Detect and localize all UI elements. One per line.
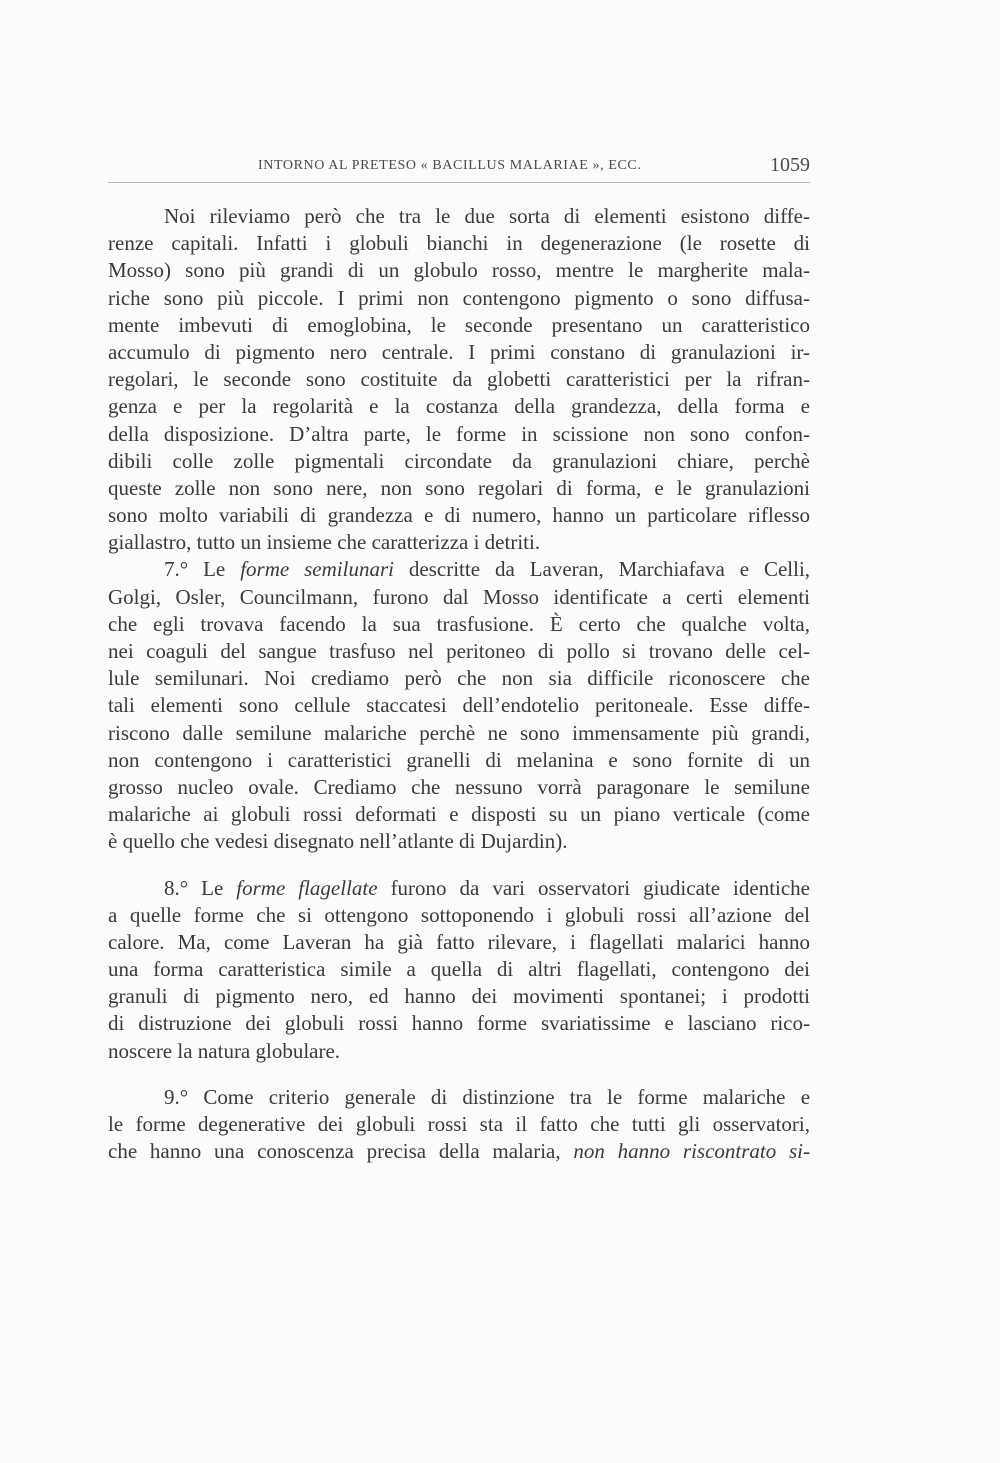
line-rest: furono da vari osservatori giudicate identiche (390, 875, 811, 900)
paragraph-8-flagellate-forms (108, 875, 810, 1065)
text-line: queste zolle non sono nere, non sono regolari di forma, e le granulazioni (108, 475, 810, 500)
text-line: non contengono i caratteristici granelli di melanina e sono fornite di un (108, 747, 810, 772)
text-line (108, 1138, 810, 1165)
word: Le (203, 557, 226, 582)
text-line: della disposizione. D’altra parte, le forme in scissione non sono confon- (108, 421, 810, 446)
paragraph-7-semilunar-forms (108, 556, 810, 855)
text-line: una forma caratteristica simile a quella di altri flagellati, contengono dei (108, 957, 810, 982)
word: Le (201, 875, 224, 900)
line-rest: descritte da Laveran, Marchiafava e Celli, (408, 557, 811, 582)
text-line: regolari, le seconde sono costituite da globetti caratteristici per la rifran- (108, 367, 810, 392)
text-line: a quelle forme che si ottengono sottoponendo i globuli rossi all’azione del (108, 902, 810, 927)
running-head (108, 150, 810, 183)
text-line: tali elementi sono cellule staccatesi dell’endotelio peritoneale. Esse diffe- (108, 693, 810, 718)
text-line (108, 1084, 810, 1111)
text-line: granuli di pigmento nero, ed hanno dei movimenti spontanei; i prodotti (108, 984, 810, 1009)
paragraph-gap (108, 856, 810, 875)
line-rest: Come criterio generale di distinzione tra le forme malariche e (203, 1084, 811, 1109)
text-line: grosso nucleo ovale. Crediamo che nessuno vorrà paragonare le semilune (108, 774, 810, 799)
text-line: riche sono più piccole. I primi non contengono pigmento o sono diffusa- (108, 285, 810, 310)
paragraph-9-criterion (108, 1084, 810, 1166)
text-line: di distruzione dei globuli rossi hanno forme svariatissime e lasciano rico- (108, 1011, 810, 1036)
line-plain: che hanno una conoscenza precisa della malaria, (108, 1139, 561, 1164)
text-line: le forme degenerative dei globuli rossi sta il fatto che tutti gli osservatori, (108, 1112, 810, 1136)
text-line: che egli trovava facendo la sua trasfusione. È certo che qualche volta, (108, 611, 810, 636)
text-line (108, 875, 810, 902)
paragraph-number: 8.° (164, 875, 189, 900)
text-line: lule semilunari. Noi crediamo però che non sia difficile riconoscere che (108, 666, 810, 691)
text-line: nei coaguli del sangue trasfuso nel peritoneo di pollo si trovano delle cel- (108, 639, 810, 663)
paragraph-number: 7.° (164, 557, 189, 582)
text-line: sono molto variabili di grandezza e di numero, hanno un particolare riflesso (108, 503, 810, 528)
text-line: è quello che vedesi disegnato nell’atlante di Dujardin). (108, 829, 568, 854)
text-line: genza e per la regolarità e la costanza della grandezza, della forma e (108, 394, 810, 419)
text-line: giallastro, tutto un insieme che caratterizza i detriti. (108, 530, 541, 555)
italic-term: forme flagellate (236, 875, 378, 900)
text-line: calore. Ma, come Laveran ha già fatto rilevare, i flagellati malarici hanno (108, 929, 810, 954)
page-number: 1059 (770, 154, 810, 176)
italic-phrase: non hanno riscontrato si- (573, 1139, 810, 1164)
paragraph-number: 9.° (164, 1084, 189, 1109)
text-line: noscere la natura globulare. (108, 1038, 341, 1063)
text-line: dibili colle zolle pigmentali circondate da granulazioni chiare, perchè (108, 448, 810, 473)
book-page (108, 150, 810, 1165)
running-title: INTORNO AL PRETESO « BACILLUS MALARIAE », ECC. (258, 158, 642, 173)
text-line: Golgi, Osler, Councilmann, furono dal Mosso identificate a certi elementi (108, 584, 810, 609)
text-line: Noi rileviamo però che tra le due sorta di elementi esistono diffe- (164, 204, 810, 228)
text-line (108, 556, 810, 583)
body-text (108, 203, 810, 1165)
paragraph-differences (108, 203, 810, 556)
text-line: riscono dalle semilune malariche perchè ne sono immensamente più grandi, (108, 720, 810, 745)
text-line: malariche ai globuli rossi deformati e disposti su un piano verticale (come (108, 802, 810, 827)
paragraph-gap (108, 1065, 810, 1084)
text-line: accumulo di pigmento nero centrale. I primi constano di granulazioni ir- (108, 339, 810, 364)
text-line: Mosso) sono più grandi di un globulo rosso, mentre le margherite mala- (108, 258, 810, 283)
text-line: renze capitali. Infatti i globuli bianchi in degenerazione (le rosette di (108, 231, 810, 256)
italic-term: forme semilunari (240, 557, 394, 582)
text-line: mente imbevuti di emoglobina, le seconde presentano un caratteristico (108, 312, 810, 337)
